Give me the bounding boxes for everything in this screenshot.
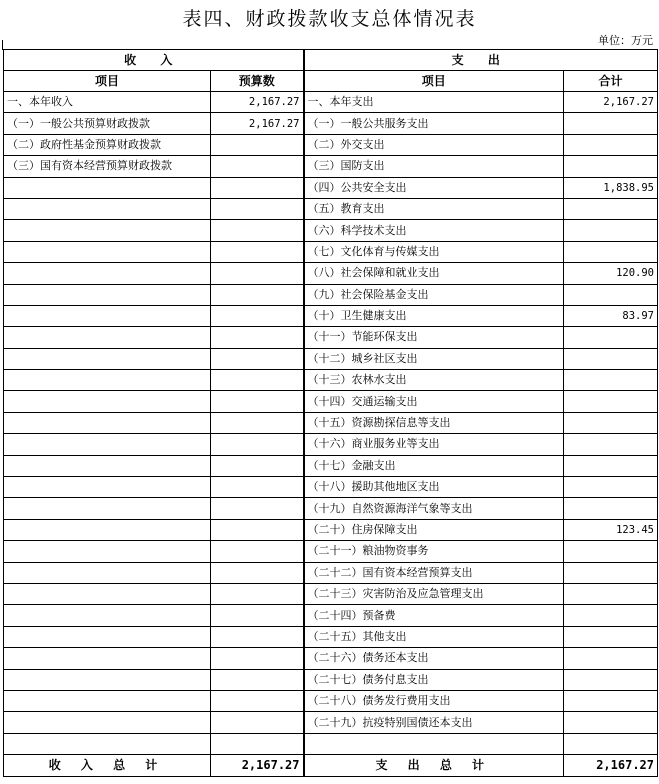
total-header: 合计 [564, 71, 658, 92]
income-value-cell [211, 198, 304, 219]
income-total-value: 2,167.27 [211, 755, 304, 776]
expense-header: 支 出 [304, 50, 658, 71]
income-item-cell [4, 370, 211, 391]
expense-value-cell: 120.90 [564, 263, 658, 284]
income-item-cell [4, 498, 211, 519]
income-value-cell [211, 648, 304, 669]
table-row [4, 391, 658, 412]
expense-value-cell [564, 370, 658, 391]
income-item-cell [4, 690, 211, 711]
expense-item-cell: （二十五）其他支出 [304, 626, 564, 647]
income-value-cell [211, 669, 304, 690]
income-item-cell [4, 648, 211, 669]
expense-item-cell: （十）卫生健康支出 [304, 305, 564, 326]
income-value-cell [211, 220, 304, 241]
income-item-cell [4, 626, 211, 647]
expense-item-cell: （二十八）债务发行费用支出 [304, 690, 564, 711]
income-item-cell [4, 391, 211, 412]
header-row-2 [4, 71, 658, 92]
table-row [4, 348, 658, 369]
totals-row [4, 755, 658, 776]
table-row [4, 455, 658, 476]
expense-value-cell [564, 241, 658, 262]
expense-value-cell [564, 391, 658, 412]
expense-value-cell [564, 562, 658, 583]
expense-item-cell: （十六）商业服务业等支出 [304, 434, 564, 455]
expense-value-cell: 2,167.27 [564, 92, 658, 113]
table-row [4, 477, 658, 498]
income-value-cell [211, 370, 304, 391]
income-value-cell: 2,167.27 [211, 113, 304, 134]
income-total-label: 收 入 总 计 [4, 755, 211, 776]
income-value-cell [211, 177, 304, 198]
expense-item-cell: （二十九）抗疫特别国债还本支出 [304, 712, 564, 733]
table-row [4, 648, 658, 669]
expense-value-cell [564, 198, 658, 219]
expense-item-cell: （二十二）国有资本经营预算支出 [304, 562, 564, 583]
expense-value-cell: 123.45 [564, 519, 658, 540]
income-item-cell [4, 198, 211, 219]
expense-item-cell: （十一）节能环保支出 [304, 327, 564, 348]
header-row-1 [4, 50, 658, 71]
expense-value-cell [564, 626, 658, 647]
expense-value-cell: 83.97 [564, 305, 658, 326]
table-row [4, 198, 658, 219]
table-row [4, 519, 658, 540]
table-row [4, 562, 658, 583]
table-row [4, 412, 658, 433]
expense-value-cell [564, 455, 658, 476]
income-item-cell [4, 519, 211, 540]
table-row [4, 498, 658, 519]
expense-item-cell: （三）国防支出 [304, 156, 564, 177]
expense-item-cell: （二十四）预备费 [304, 605, 564, 626]
income-item-cell [4, 669, 211, 690]
expense-item-cell [304, 733, 564, 754]
table-row [4, 712, 658, 733]
expense-item-cell: （十八）援助其他地区支出 [304, 477, 564, 498]
expense-item-cell: （九）社会保险基金支出 [304, 284, 564, 305]
income-value-cell [211, 284, 304, 305]
expense-value-cell [564, 712, 658, 733]
expense-value-cell [564, 541, 658, 562]
income-item-cell: 一、本年收入 [4, 92, 211, 113]
income-value-cell [211, 477, 304, 498]
income-value-cell [211, 412, 304, 433]
income-value-cell [211, 541, 304, 562]
expense-item-cell: （二十六）债务还本支出 [304, 648, 564, 669]
income-item-cell: （二）政府性基金预算财政拨款 [4, 134, 211, 155]
expense-item-cell: （二）外交支出 [304, 134, 564, 155]
income-value-cell [211, 690, 304, 711]
expense-item-cell: （二十七）债务付息支出 [304, 669, 564, 690]
income-item-cell [4, 541, 211, 562]
expense-value-cell [564, 498, 658, 519]
income-value-cell: 2,167.27 [211, 92, 304, 113]
expense-value-cell [564, 327, 658, 348]
expense-item-cell: （二十）住房保障支出 [304, 519, 564, 540]
expense-value-cell: 1,838.95 [564, 177, 658, 198]
budget-header: 预算数 [211, 71, 304, 92]
expense-item-cell: （一）一般公共服务支出 [304, 113, 564, 134]
expense-value-cell [564, 690, 658, 711]
expense-value-cell [564, 348, 658, 369]
expense-item-cell: （五）教育支出 [304, 198, 564, 219]
table-row [4, 241, 658, 262]
income-value-cell [211, 156, 304, 177]
expense-value-cell [564, 605, 658, 626]
income-value-cell [211, 519, 304, 540]
income-item-header: 项目 [4, 71, 211, 92]
expense-item-cell: （二十三）灾害防治及应急管理支出 [304, 583, 564, 604]
expense-item-cell: （十七）金融支出 [304, 455, 564, 476]
expense-item-cell: （十四）交通运输支出 [304, 391, 564, 412]
income-item-cell [4, 241, 211, 262]
expense-value-cell [564, 134, 658, 155]
income-item-cell [4, 605, 211, 626]
expense-value-cell [564, 583, 658, 604]
budget-table [3, 49, 658, 777]
income-value-cell [211, 263, 304, 284]
expense-item-cell: （八）社会保障和就业支出 [304, 263, 564, 284]
table-row [4, 263, 658, 284]
income-value-cell [211, 134, 304, 155]
expense-item-cell: （十三）农林水支出 [304, 370, 564, 391]
table-row [4, 626, 658, 647]
income-value-cell [211, 434, 304, 455]
expense-total-value: 2,167.27 [564, 755, 658, 776]
expense-item-cell: 一、本年支出 [304, 92, 564, 113]
income-item-cell [4, 733, 211, 754]
income-value-cell [211, 733, 304, 754]
income-value-cell [211, 626, 304, 647]
expense-item-cell: （六）科学技术支出 [304, 220, 564, 241]
income-item-cell [4, 455, 211, 476]
expense-item-cell: （七）文化体育与传媒支出 [304, 241, 564, 262]
income-item-cell [4, 712, 211, 733]
expense-item-header: 项目 [304, 71, 564, 92]
income-value-cell [211, 391, 304, 412]
page-title: 表四、财政拨款收支总体情况表 [182, 8, 477, 30]
table-row [4, 434, 658, 455]
expense-item-cell: （二十一）粮油物资事务 [304, 541, 564, 562]
table-row [4, 541, 658, 562]
unit-label: 单位：万元 [598, 34, 653, 47]
table-row [4, 605, 658, 626]
income-item-cell [4, 583, 211, 604]
table-row [4, 177, 658, 198]
income-value-cell [211, 562, 304, 583]
table-row [4, 583, 658, 604]
table-row [4, 327, 658, 348]
table-row [4, 370, 658, 391]
income-value-cell [211, 348, 304, 369]
income-item-cell [4, 412, 211, 433]
expense-value-cell [564, 156, 658, 177]
table-row [4, 220, 658, 241]
expense-item-cell: （十五）资源勘探信息等支出 [304, 412, 564, 433]
income-item-cell: （一）一般公共预算财政拨款 [4, 113, 211, 134]
expense-value-cell [564, 477, 658, 498]
income-value-cell [211, 305, 304, 326]
expense-value-cell [564, 733, 658, 754]
income-item-cell [4, 327, 211, 348]
expense-total-label: 支 出 总 计 [304, 755, 564, 776]
income-item-cell [4, 220, 211, 241]
expense-value-cell [564, 648, 658, 669]
income-item-cell [4, 177, 211, 198]
income-item-cell [4, 562, 211, 583]
income-item-cell [4, 477, 211, 498]
income-value-cell [211, 455, 304, 476]
income-value-cell [211, 498, 304, 519]
income-value-cell [211, 583, 304, 604]
expense-item-cell: （十九）自然资源海洋气象等支出 [304, 498, 564, 519]
expense-value-cell [564, 113, 658, 134]
table-row [4, 284, 658, 305]
expense-value-cell [564, 434, 658, 455]
table-row [4, 113, 658, 134]
income-value-cell [211, 712, 304, 733]
income-item-cell [4, 284, 211, 305]
table-row [4, 305, 658, 326]
table-row [4, 690, 658, 711]
expense-value-cell [564, 220, 658, 241]
expense-value-cell [564, 412, 658, 433]
expense-item-cell: （十二）城乡社区支出 [304, 348, 564, 369]
income-item-cell: （三）国有资本经营预算财政拨款 [4, 156, 211, 177]
expense-item-cell: （四）公共安全支出 [304, 177, 564, 198]
table-row [4, 156, 658, 177]
income-value-cell [211, 605, 304, 626]
expense-value-cell [564, 669, 658, 690]
income-value-cell [211, 241, 304, 262]
expense-value-cell [564, 284, 658, 305]
table-row [4, 733, 658, 754]
income-item-cell [4, 348, 211, 369]
income-item-cell [4, 263, 211, 284]
income-value-cell [211, 327, 304, 348]
income-header: 收 入 [4, 50, 304, 71]
table-row [4, 669, 658, 690]
income-item-cell [4, 305, 211, 326]
income-item-cell [4, 434, 211, 455]
table-row [4, 92, 658, 113]
table-row [4, 134, 658, 155]
